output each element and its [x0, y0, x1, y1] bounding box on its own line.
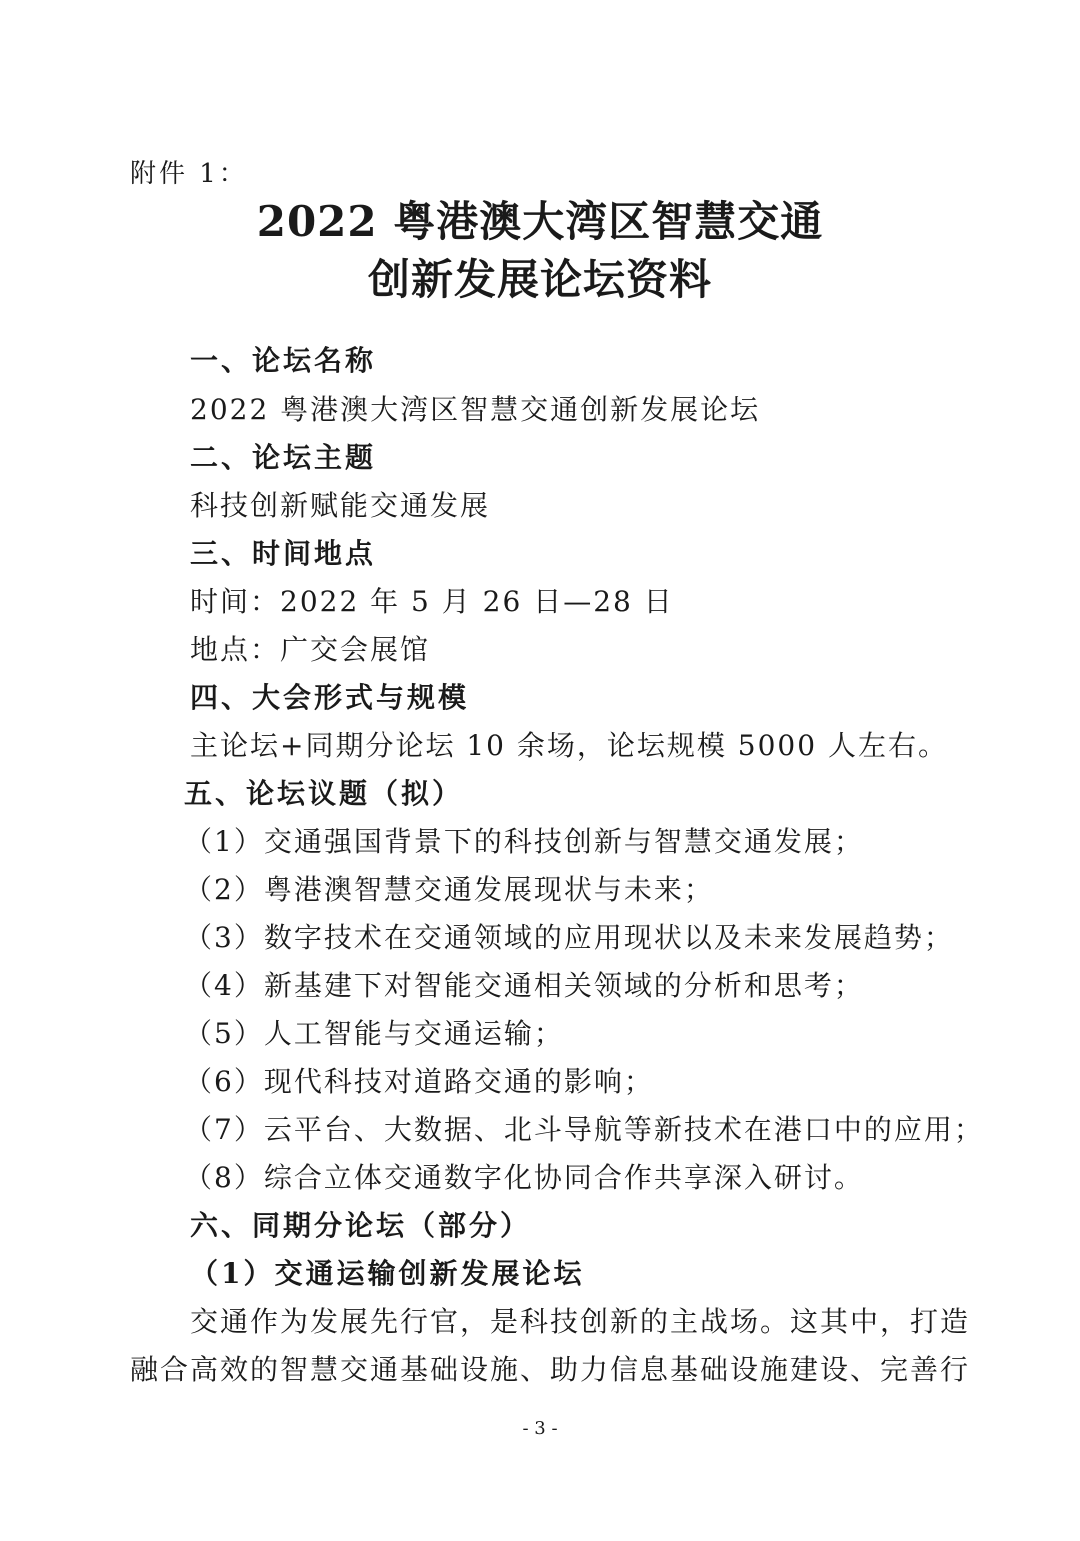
topic-item: （8）综合立体交通数字化协同合作共享深入研讨。: [184, 1161, 864, 1194]
section-3-time: 时间：2022 年 5 月 26 日—28 日: [190, 585, 674, 618]
section-4-heading: 四、大会形式与规模: [190, 681, 470, 714]
topic-item: （2）粤港澳智慧交通发展现状与未来；: [184, 873, 714, 906]
topic-item: （4）新基建下对智能交通相关领域的分析和思考；: [184, 969, 864, 1002]
section-2-text: 科技创新赋能交通发展: [190, 489, 491, 522]
page-number: - 3 -: [522, 1418, 558, 1439]
topic-item: （5）人工智能与交通运输；: [184, 1017, 564, 1050]
topic-item: （1）交通强国背景下的科技创新与智慧交通发展；: [184, 825, 864, 858]
title-line-1: 2022 粤港澳大湾区智慧交通: [256, 197, 824, 246]
section-5-heading: 五、论坛议题（拟）: [184, 777, 464, 810]
topic-item: （7）云平台、大数据、北斗导航等新技术在港口中的应用；: [184, 1113, 984, 1146]
topic-item: （3）数字技术在交通领域的应用现状以及未来发展趋势；: [184, 921, 954, 954]
paragraph-line: 融合高效的智慧交通基础设施、助力信息基础设施建设、完善行: [130, 1353, 971, 1386]
title-line-2: 创新发展论坛资料: [367, 255, 712, 304]
section-1-heading: 一、论坛名称: [190, 344, 377, 377]
attachment-label: 附件 1：: [130, 159, 248, 189]
paragraph-line: 交通作为发展先行官，是科技创新的主战场。这其中，打造: [190, 1305, 971, 1338]
section-3-heading: 三、时间地点: [190, 537, 377, 570]
section-6-heading: 六、同期分论坛（部分）: [190, 1209, 532, 1242]
section-3-place: 地点：广交会展馆: [190, 633, 431, 666]
topic-item: （6）现代科技对道路交通的影响；: [184, 1065, 654, 1098]
section-4-text: 主论坛+同期分论坛 10 余场，论坛规模 5000 人左右。: [190, 729, 948, 762]
section-2-heading: 二、论坛主题: [190, 441, 377, 474]
section-6-sub1-heading: （1）交通运输创新发展论坛: [190, 1257, 585, 1290]
section-1-text: 2022 粤港澳大湾区智慧交通创新发展论坛: [190, 393, 761, 426]
